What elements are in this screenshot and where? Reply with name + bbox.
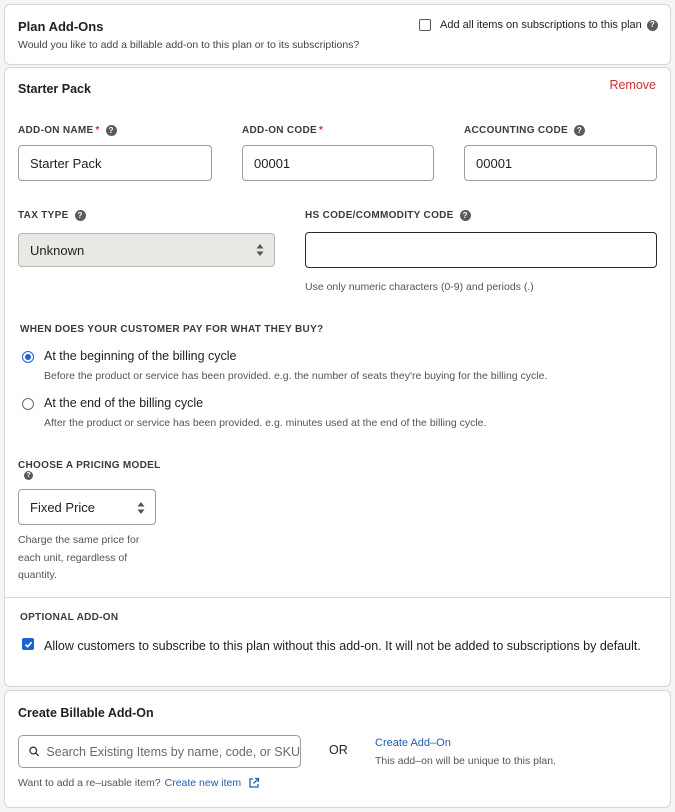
tax-type-select[interactable] [18, 233, 275, 267]
radio-beginning[interactable] [22, 351, 34, 363]
help-icon[interactable]: ? [460, 210, 471, 221]
addon-title: Starter Pack [18, 82, 91, 96]
addon-card [4, 67, 671, 687]
pay-option-beginning[interactable] [22, 349, 547, 382]
check-icon [24, 640, 33, 649]
pay-question-label: WHEN DOES YOUR CUSTOMER PAY FOR WHAT THEY BUY? [20, 324, 324, 335]
optional-addon-checkbox[interactable] [22, 638, 34, 650]
add-all-items-checkbox-row[interactable] [419, 19, 658, 31]
pay-option-help: After the product or service has been provided. e.g. minutes used at the end of the billing cycle. [44, 417, 487, 429]
radio-end[interactable] [22, 398, 34, 410]
tax-type-value: Unknown [30, 242, 85, 258]
search-items-input[interactable] [18, 735, 301, 768]
search-icon [29, 745, 39, 758]
create-new-item-link[interactable]: Create new item [164, 777, 242, 789]
pay-option-title: At the beginning of the billing cycle [44, 349, 237, 363]
plan-addons-card [4, 4, 671, 65]
external-link-icon[interactable] [248, 777, 260, 789]
create-addon-link[interactable]: Create Add–On [375, 737, 451, 749]
reusable-text: Want to add a re–usable item? [18, 777, 161, 789]
create-addon-help: This add–on will be unique to this plan. [375, 755, 556, 767]
help-icon[interactable]: ? [647, 20, 658, 31]
optional-addon-label: OPTIONAL ADD-ON [20, 612, 119, 623]
create-addon-title: Create Billable Add-On [18, 706, 154, 720]
accounting-code-label: ACCOUNTING CODE ? [464, 125, 585, 136]
help-icon[interactable]: ? [574, 125, 585, 136]
addon-code-label: ADD-ON CODE * [242, 125, 324, 136]
help-icon[interactable]: ? [75, 210, 86, 221]
accounting-code-input[interactable]: 00001 [464, 145, 657, 181]
pricing-model-select[interactable] [18, 489, 156, 525]
create-addon-card [4, 690, 671, 808]
plan-addons-title: Plan Add-Ons [18, 19, 104, 34]
reusable-row [18, 777, 260, 789]
pricing-model-help: Charge the same price for each unit, regardless of quantity. [18, 534, 140, 581]
help-icon[interactable]: ? [24, 471, 33, 480]
select-arrows-icon [256, 243, 264, 257]
pay-option-title: At the end of the billing cycle [44, 396, 204, 410]
hs-code-help: Use only numeric characters (0-9) and periods (.) [305, 281, 534, 293]
pricing-model-value: Fixed Price [30, 499, 96, 515]
pricing-model-label: CHOOSE A PRICING MODEL [18, 460, 161, 471]
add-all-items-checkbox[interactable] [419, 19, 431, 31]
addon-code-input[interactable]: 00001 [242, 145, 434, 181]
add-all-items-label: Add all items on subscriptions to this plan [440, 19, 642, 31]
remove-button[interactable]: Remove [609, 78, 656, 92]
optional-addon-text: Allow customers to subscribe to this plan without this add-on. It will not be added to subscriptions by default. [44, 639, 641, 653]
addon-name-input[interactable]: Starter Pack [18, 145, 212, 181]
pay-option-end[interactable] [22, 396, 486, 429]
help-icon[interactable]: ? [106, 125, 117, 136]
divider [5, 597, 670, 598]
or-label: OR [329, 743, 348, 757]
search-placeholder: Search Existing Items by name, code, or SKU [46, 744, 300, 759]
pay-option-help: Before the product or service has been provided. e.g. the number of seats they're buying for the billing cycle. [44, 370, 548, 382]
addon-name-label: ADD-ON NAME * ? [18, 125, 117, 136]
hs-code-label: HS CODE/COMMODITY CODE ? [305, 210, 471, 221]
hs-code-input[interactable] [305, 232, 657, 268]
select-arrows-icon [137, 501, 145, 515]
tax-type-label: TAX TYPE ? [18, 210, 86, 221]
plan-addons-subtitle: Would you like to add a billable add-on to this plan or to its subscriptions? [18, 39, 360, 51]
optional-addon-row[interactable] [22, 636, 644, 657]
